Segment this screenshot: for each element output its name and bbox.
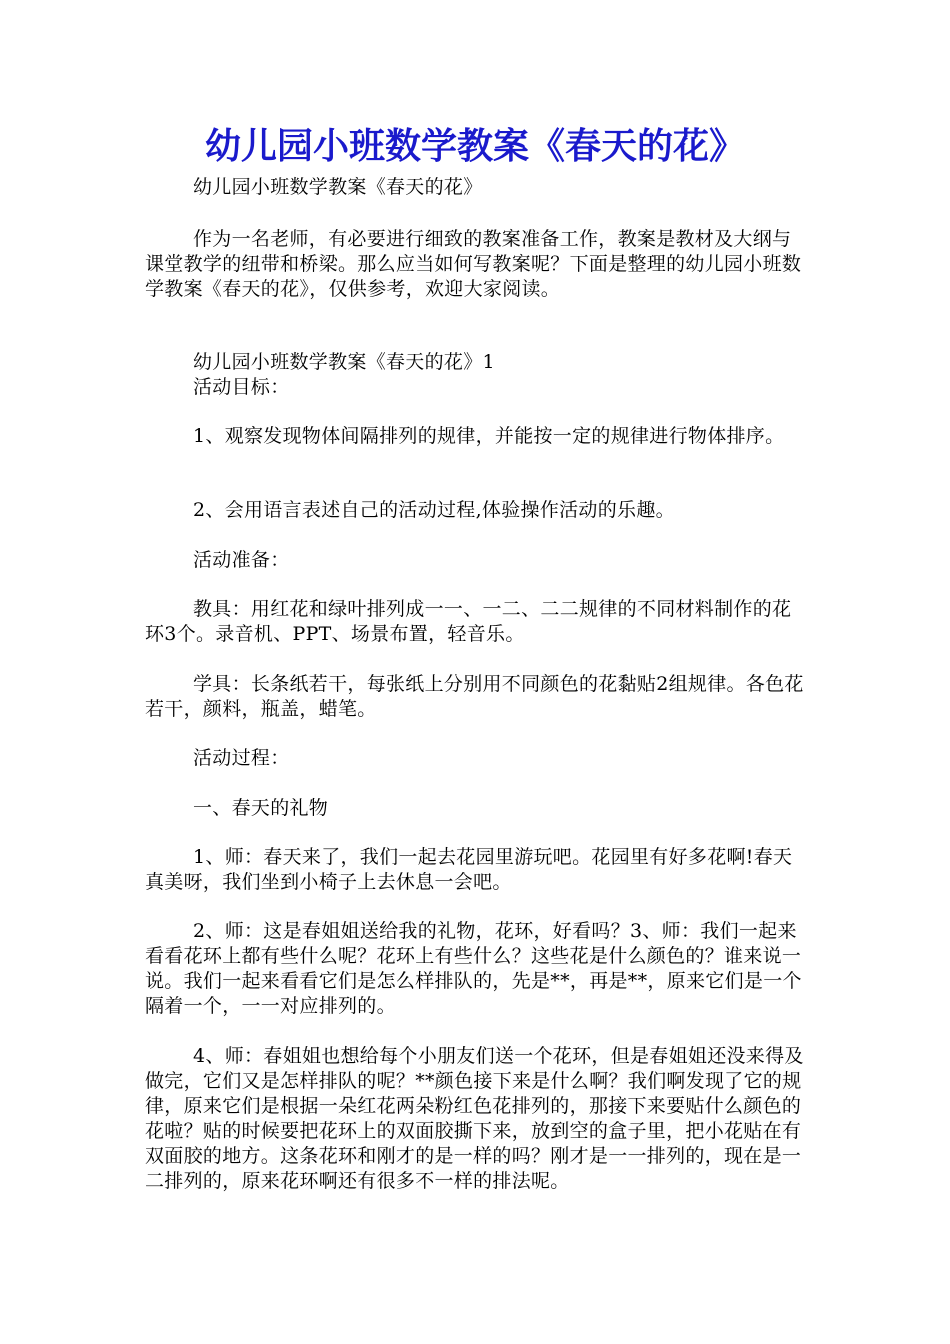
paragraph-learning-aids: 学具：长条纸若干，每张纸上分别用不同颜色的花黏贴2组规律。各色花若干，颜料，瓶盖，蜡笔。 [145,673,804,720]
paragraph-step-2-3: 2、师：这是春姐姐送给我的礼物，花环，好看吗？3、师：我们一起来看看花环上都有些什么呢？花环上有些什么？这些花是什么颜色的？谁来说一说。我们一起来看看它们是怎么样排队的，先是**，再是**，原来它们是一个隔着一个，一一对应排列的。 [145,920,802,1017]
paragraph-process-heading: 活动过程： [193,747,290,769]
document-subtitle: 幼儿园小班数学教案《春天的花》 [193,176,483,198]
paragraph-part-1-heading: 一、春天的礼物 [193,797,329,819]
paragraph-goal-1: 1、观察发现物体间隔排列的规律，并能按一定的规律进行物体排序。 [193,425,785,447]
paragraph-step-4: 4、师：春姐姐也想给每个小朋友们送一个花环，但是春姐姐还没来得及做完，它们又是怎样排队的呢？**颜色接下来是什么啊？我们啊发现了它的规律，原来它们是根据一朵红花两朵粉红色花排列的，那接下来要贴什么颜色的花啦？贴的时候要把花环上的双面胶撕下来，放到空的盒子里，把小花贴在有双面胶的地方。这条花环和刚才的是一样的吗？刚才是一一排列的，现在是一二排列的，原来花环啊还有很多不一样的排法呢。 [145,1045,804,1192]
paragraph-goals-heading: 活动目标： [193,376,290,398]
paragraph-intro: 作为一名老师，有必要进行细致的教案准备工作，教案是教材及大纲与课堂教学的纽带和桥梁。那么应当如何写教案呢？下面是整理的幼儿园小班数学教案《春天的花》，仅供参考，欢迎大家阅读。 [145,228,802,300]
paragraph-teaching-aids: 教具：用红花和绿叶排列成一一、一二、二二规律的不同材料制作的花环3个。录音机、PPT、场景布置，轻音乐。 [145,598,792,645]
paragraph-section-heading: 幼儿园小班数学教案《春天的花》1 [193,351,495,373]
paragraph-step-1: 1、师：春天来了，我们一起去花园里游玩吧。花园里有好多花啊!春天真美呀，我们坐到小椅子上去休息一会吧。 [145,846,793,893]
paragraph-prep-heading: 活动准备： [193,549,290,571]
document-title: 幼儿园小班数学教案《春天的花》 [204,125,745,167]
paragraph-goal-2: 2、会用语言表述自己的活动过程,体验操作活动的乐趣。 [193,499,675,521]
